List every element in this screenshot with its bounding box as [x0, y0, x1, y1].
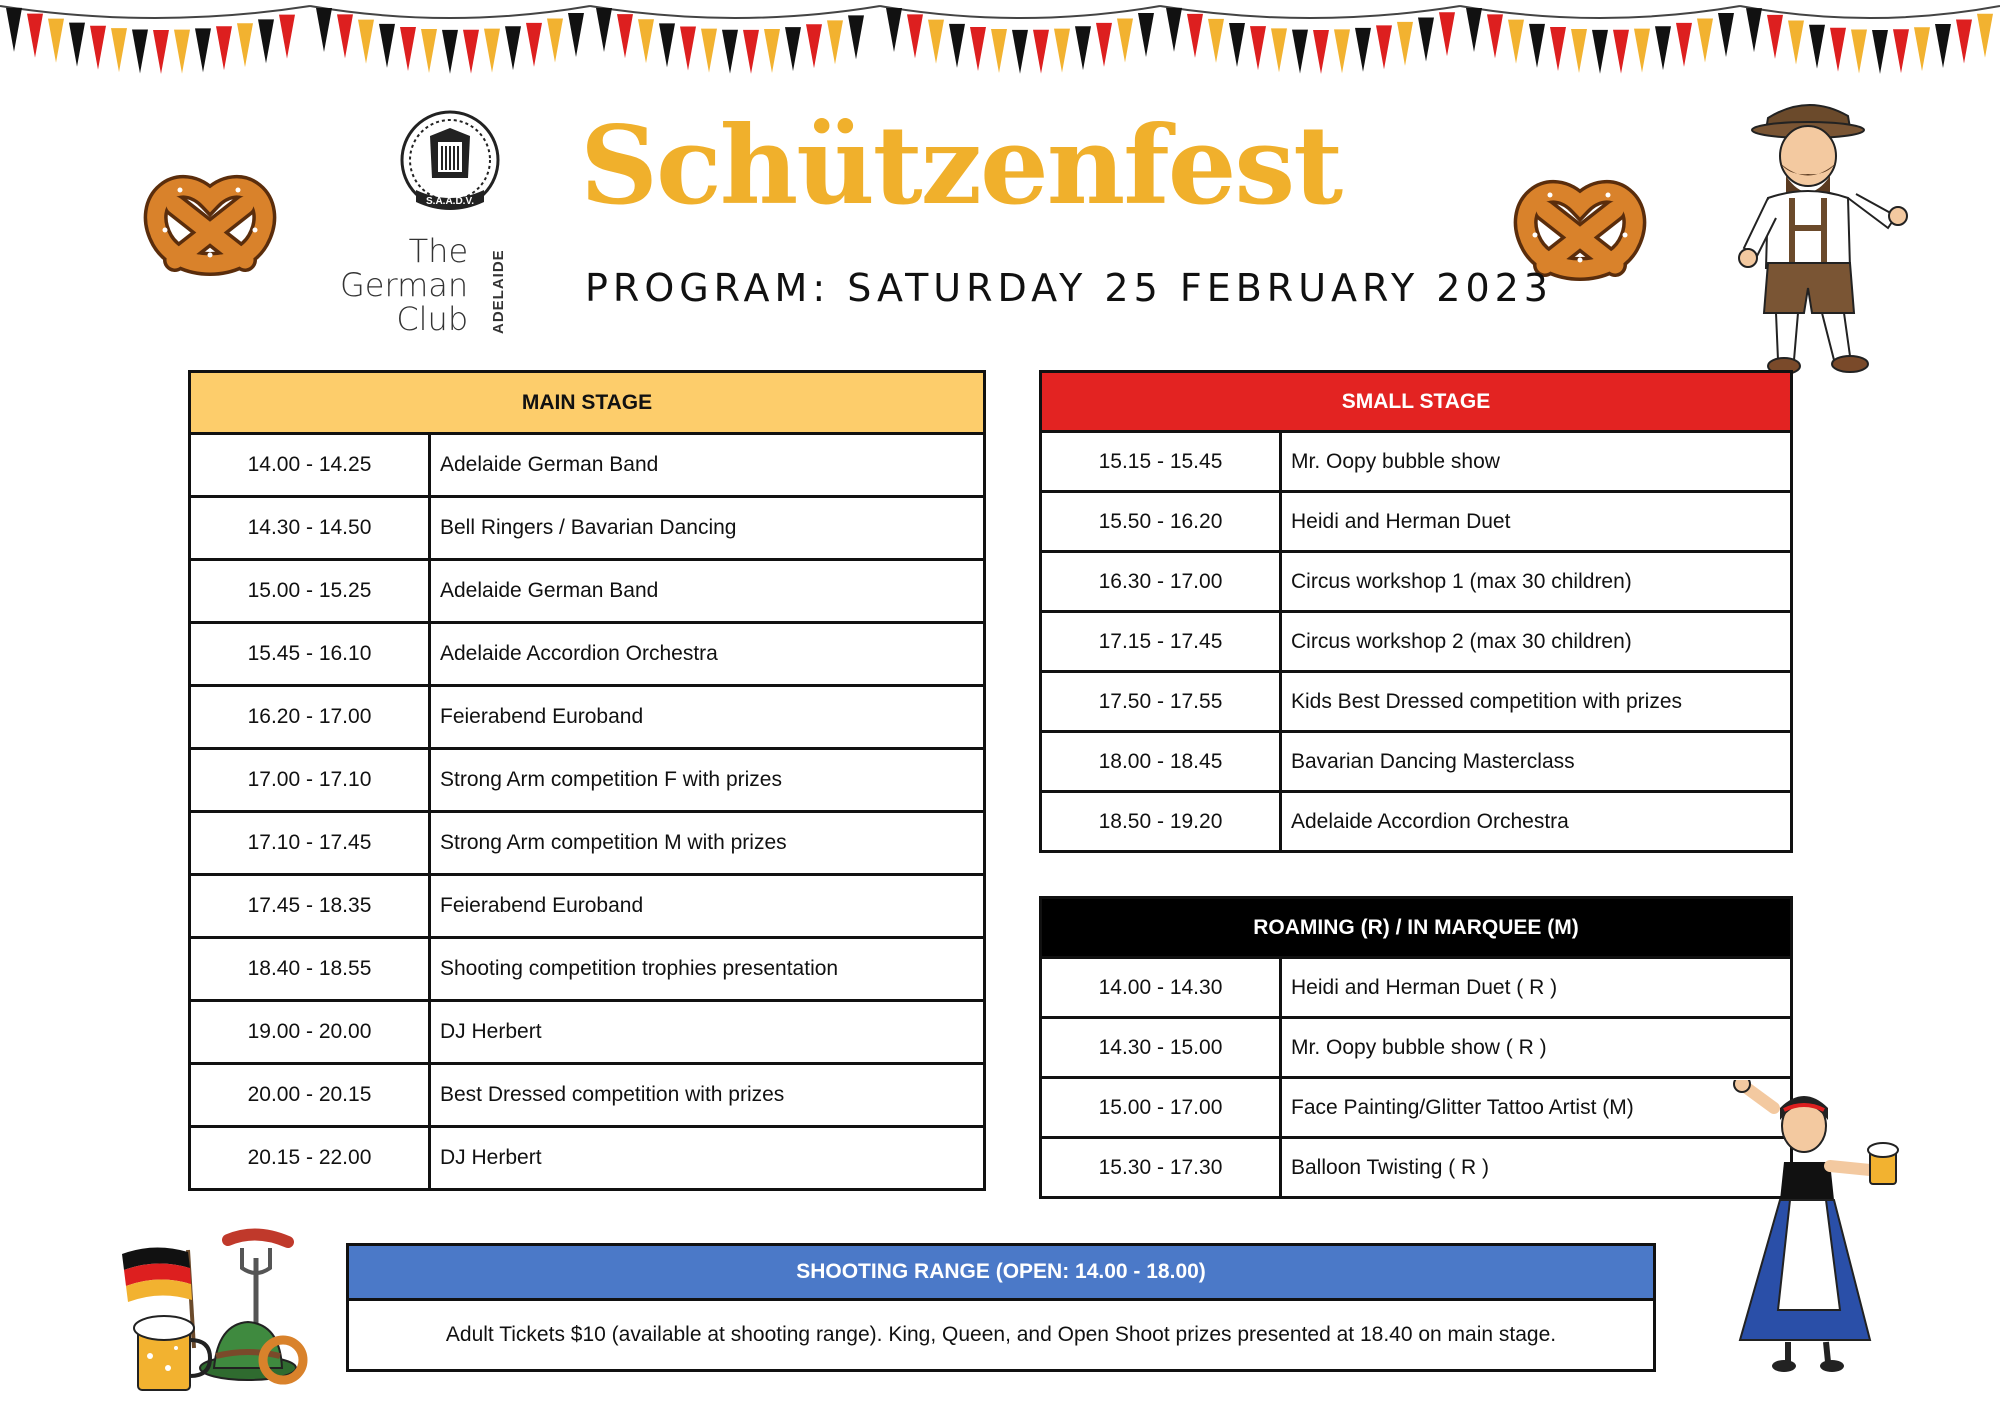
- bunting-pennant: [1466, 8, 1482, 52]
- bunting-pennant: [1956, 19, 1972, 63]
- bunting-pennant: [1872, 30, 1888, 74]
- bunting-pennant: [568, 13, 584, 57]
- tyrolean-hat-icon: [200, 1322, 296, 1380]
- bunting-pennant: [596, 8, 612, 52]
- table-row: [1041, 958, 1792, 1018]
- bunting-pennant: [743, 30, 759, 74]
- club-name: [340, 234, 468, 336]
- bunting-pennant: [1075, 26, 1091, 70]
- bunting-pennant: [526, 23, 542, 67]
- table-row: [190, 497, 985, 560]
- time-cell: 20.00 - 20.15: [190, 1064, 430, 1127]
- event-cell: Adelaide Accordion Orchestra: [430, 623, 985, 686]
- bunting-pennant: [237, 23, 253, 67]
- bunting-decoration: [0, 0, 2000, 80]
- bunting-pennant: [6, 8, 22, 52]
- club-name-vertical: [486, 244, 508, 336]
- event-cell: Strong Arm competition M with prizes: [430, 812, 985, 875]
- bunting-pennant: [1229, 23, 1245, 67]
- event-cell: Bell Ringers / Bavarian Dancing: [430, 497, 985, 560]
- bunting-pennant: [1809, 25, 1825, 69]
- bunting-pennant: [1697, 18, 1713, 62]
- bunting-pennant: [1508, 20, 1524, 64]
- event-cell: DJ Herbert: [430, 1127, 985, 1190]
- table-row: [190, 749, 985, 812]
- bunting-string: [590, 6, 880, 18]
- bunting-pennant: [806, 24, 822, 68]
- roaming-table: [1039, 896, 1793, 1199]
- event-cell: Adelaide German Band: [430, 434, 985, 497]
- bunting-string: [1160, 6, 1460, 18]
- bunting-pennant: [785, 27, 801, 71]
- bunting-pennant: [1851, 29, 1867, 73]
- bunting-pennant: [1571, 29, 1587, 73]
- bunting-pennant: [722, 30, 738, 74]
- table-row: [190, 938, 985, 1001]
- bunting-pennant: [886, 8, 902, 52]
- shooting-range-heading: SHOOTING RANGE (OPEN: 14.00 - 18.00): [348, 1245, 1655, 1300]
- bunting-pennant: [1138, 13, 1154, 57]
- table-row: [1041, 552, 1792, 612]
- time-cell: 17.00 - 17.10: [190, 749, 430, 812]
- bunting-pennant: [258, 19, 274, 63]
- bunting-pennant: [111, 28, 127, 72]
- page-title: Schützenfest: [580, 103, 1342, 229]
- event-cell: Bavarian Dancing Masterclass: [1281, 732, 1792, 792]
- bunting-pennant: [1550, 27, 1566, 71]
- club-name-line1: The: [408, 232, 469, 270]
- time-cell: 18.50 - 19.20: [1041, 792, 1281, 852]
- main-stage-table: [188, 370, 986, 1191]
- bunting-pennant: [1355, 28, 1371, 72]
- small-stage-heading: SMALL STAGE: [1041, 372, 1792, 432]
- bunting-pennant: [1914, 27, 1930, 71]
- event-cell: Shooting competition trophies presentation: [430, 938, 985, 1001]
- bunting-pennant: [132, 29, 148, 73]
- bunting-pennant: [1439, 12, 1455, 56]
- time-cell: 14.00 - 14.25: [190, 434, 430, 497]
- bavarian-woman-icon: [1730, 1080, 1910, 1380]
- bavarian-man-icon: [1738, 98, 1908, 388]
- bunting-pennant: [1893, 29, 1909, 73]
- event-cell: Mr. Oopy bubble show ( R ): [1281, 1018, 1792, 1078]
- bunting-pennant: [991, 29, 1007, 73]
- event-cell: Mr. Oopy bubble show: [1281, 432, 1792, 492]
- bunting-pennant: [1117, 18, 1133, 62]
- event-cell: Face Painting/Glitter Tattoo Artist (M): [1281, 1078, 1792, 1138]
- bunting-string: [0, 6, 310, 18]
- bunting-pennant: [216, 26, 232, 70]
- event-cell: DJ Herbert: [430, 1001, 985, 1064]
- time-cell: 17.10 - 17.45: [190, 812, 430, 875]
- time-cell: 16.30 - 17.00: [1041, 552, 1281, 612]
- table-row: [1041, 432, 1792, 492]
- table-row: [1041, 1078, 1792, 1138]
- bunting-pennant: [1292, 30, 1308, 74]
- bunting-pennant: [764, 29, 780, 73]
- bunting-pennant: [1187, 14, 1203, 58]
- table-row: [1041, 1138, 1792, 1198]
- bunting-pennant: [1788, 20, 1804, 64]
- table-row: [190, 434, 985, 497]
- event-cell: Adelaide German Band: [430, 560, 985, 623]
- bunting-pennant: [90, 26, 106, 70]
- bunting-pennant: [970, 27, 986, 71]
- bunting-pennant: [827, 20, 843, 64]
- table-row: [190, 560, 985, 623]
- bunting-pennant: [1529, 24, 1545, 68]
- bunting-pennant: [1054, 29, 1070, 73]
- bunting-pennant: [1592, 30, 1608, 74]
- event-cell: Feierabend Euroband: [430, 686, 985, 749]
- time-cell: 15.00 - 17.00: [1041, 1078, 1281, 1138]
- club-seal-logo: [398, 106, 502, 220]
- bunting-pennant: [1012, 30, 1028, 74]
- bunting-pennant: [1634, 29, 1650, 73]
- time-cell: 14.30 - 15.00: [1041, 1018, 1281, 1078]
- bunting-pennant: [69, 23, 85, 67]
- roaming-heading: ROAMING (R) / IN MARQUEE (M): [1041, 898, 1792, 958]
- table-row: [1041, 792, 1792, 852]
- table-row: [190, 812, 985, 875]
- table-row: [190, 1064, 985, 1127]
- bunting-pennant: [316, 8, 332, 52]
- bunting-pennant: [1376, 25, 1392, 69]
- table-row: [1041, 612, 1792, 672]
- bunting-pennant: [1676, 23, 1692, 67]
- sausage-fork-icon: [228, 1234, 288, 1338]
- time-cell: 18.40 - 18.55: [190, 938, 430, 1001]
- time-cell: 17.50 - 17.55: [1041, 672, 1281, 732]
- event-cell: Heidi and Herman Duet: [1281, 492, 1792, 552]
- bunting-pennant: [1655, 26, 1671, 70]
- event-cell: Circus workshop 1 (max 30 children): [1281, 552, 1792, 612]
- event-cell: Adelaide Accordion Orchestra: [1281, 792, 1792, 852]
- small-stage-table: [1039, 370, 1793, 853]
- time-cell: 15.30 - 17.30: [1041, 1138, 1281, 1198]
- table-row: [1041, 732, 1792, 792]
- time-cell: 15.50 - 16.20: [1041, 492, 1281, 552]
- bunting-pennant: [1397, 22, 1413, 66]
- pretzel-icon: [140, 160, 280, 278]
- bunting-pennant: [1250, 26, 1266, 70]
- time-cell: 15.00 - 15.25: [190, 560, 430, 623]
- bunting-pennant: [1935, 24, 1951, 68]
- table-row: [190, 1001, 985, 1064]
- club-name-line2: German: [340, 266, 469, 304]
- oktoberfest-decoration: [118, 1228, 318, 1393]
- bunting-pennant: [638, 19, 654, 63]
- bunting-pennant: [1166, 8, 1182, 52]
- event-cell: Strong Arm competition F with prizes: [430, 749, 985, 812]
- time-cell: 20.15 - 22.00: [190, 1127, 430, 1190]
- table-row: [190, 686, 985, 749]
- bunting-pennant: [1977, 14, 1993, 58]
- event-cell: Circus workshop 2 (max 30 children): [1281, 612, 1792, 672]
- bunting-pennant: [379, 24, 395, 68]
- bunting-pennant: [680, 27, 696, 71]
- bunting-pennant: [421, 29, 437, 73]
- table-row: [1041, 672, 1792, 732]
- shooting-range-text: Adult Tickets $10 (available at shooting range). King, Queen, and Open Shoot prizes presented at 18.40 on main stage.: [348, 1300, 1655, 1371]
- table-row: [348, 1300, 1655, 1371]
- club-name-vertical-text: ADELAIDE: [490, 249, 507, 334]
- bunting-pennant: [195, 28, 211, 72]
- time-cell: 17.15 - 17.45: [1041, 612, 1281, 672]
- table-row: [1041, 492, 1792, 552]
- table-row: [1041, 1018, 1792, 1078]
- club-name-line3: Club: [396, 300, 469, 338]
- bunting-pennant: [907, 14, 923, 58]
- bunting-pennant: [1487, 14, 1503, 58]
- event-cell: Kids Best Dressed competition with prizes: [1281, 672, 1792, 732]
- event-cell: Best Dressed competition with prizes: [430, 1064, 985, 1127]
- page-subtitle: PROGRAM: SATURDAY 25 FEBRUARY 2023: [585, 266, 1553, 310]
- bunting-pennant: [400, 27, 416, 71]
- bunting-pennant: [174, 30, 190, 74]
- bunting-pennant: [484, 29, 500, 73]
- table-row: [190, 623, 985, 686]
- bunting-pennant: [1746, 8, 1762, 52]
- bunting-pennant: [442, 30, 458, 74]
- bunting-pennant: [153, 30, 169, 74]
- seal-text: S.A.A.D.V.: [426, 196, 474, 207]
- bunting-pennant: [463, 30, 479, 74]
- beer-mug-icon: [134, 1316, 210, 1390]
- time-cell: 15.15 - 15.45: [1041, 432, 1281, 492]
- bunting-pennant: [1613, 30, 1629, 74]
- bunting-pennant: [1096, 23, 1112, 67]
- bunting-pennant: [1271, 28, 1287, 72]
- shooting-range-table: [346, 1243, 1656, 1372]
- bunting-pennant: [337, 14, 353, 58]
- bunting-pennant: [659, 23, 675, 67]
- bunting-pennant: [1334, 29, 1350, 73]
- bunting-pennant: [701, 29, 717, 73]
- bunting-pennant: [27, 14, 43, 58]
- bunting-pennant: [547, 18, 563, 62]
- bunting-pennant: [848, 15, 864, 59]
- bunting-pennant: [1418, 18, 1434, 62]
- event-cell: Heidi and Herman Duet ( R ): [1281, 958, 1792, 1018]
- bunting-pennant: [279, 15, 295, 59]
- bunting-pennant: [617, 14, 633, 58]
- bunting-pennant: [358, 20, 374, 64]
- bunting-pennant: [928, 20, 944, 64]
- bunting-pennant: [1830, 28, 1846, 72]
- event-cell: Feierabend Euroband: [430, 875, 985, 938]
- time-cell: 14.30 - 14.50: [190, 497, 430, 560]
- bunting-pennant: [1208, 19, 1224, 63]
- time-cell: 16.20 - 17.00: [190, 686, 430, 749]
- bunting-pennant: [949, 24, 965, 68]
- time-cell: 17.45 - 18.35: [190, 875, 430, 938]
- bunting-pennant: [1767, 15, 1783, 59]
- time-cell: 19.00 - 20.00: [190, 1001, 430, 1064]
- bunting-pennant: [1313, 30, 1329, 74]
- event-cell: Balloon Twisting ( R ): [1281, 1138, 1792, 1198]
- time-cell: 15.45 - 16.10: [190, 623, 430, 686]
- bunting-pennant: [1033, 30, 1049, 74]
- table-row: [190, 1127, 985, 1190]
- table-row: [190, 875, 985, 938]
- time-cell: 14.00 - 14.30: [1041, 958, 1281, 1018]
- bunting-pennant: [48, 19, 64, 63]
- bunting-pennant: [1718, 13, 1734, 57]
- time-cell: 18.00 - 18.45: [1041, 732, 1281, 792]
- bunting-pennant: [505, 26, 521, 70]
- main-stage-heading: MAIN STAGE: [190, 372, 985, 434]
